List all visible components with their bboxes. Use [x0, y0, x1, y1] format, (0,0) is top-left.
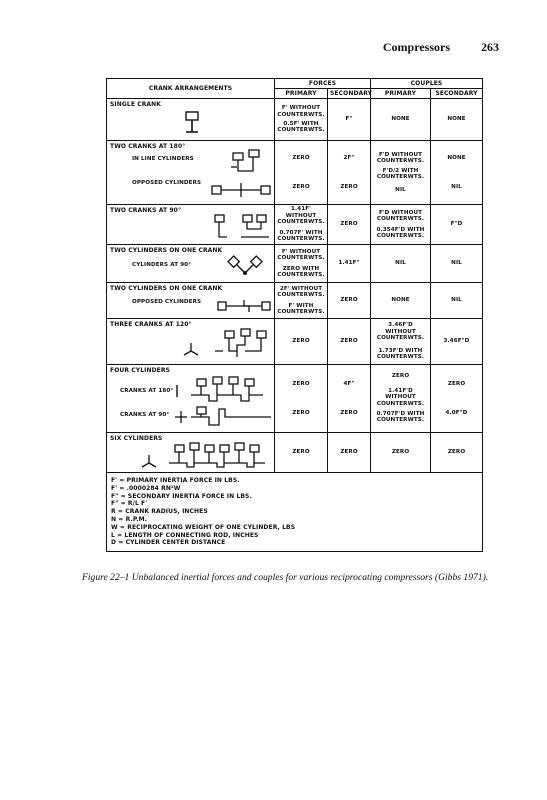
inertia-table — [106, 78, 483, 552]
forces-primary-cell — [275, 141, 328, 205]
figure-caption: Figure 22–1 Unbalanced inertial forces and couples for various reciprocating compressors (Gibbs 1971). — [82, 572, 489, 583]
legend-line: F" = SECONDARY INERTIA FORCE IN LBS. — [111, 492, 252, 500]
cell-text: F'D WITHOUT COUNTERWTS. — [376, 209, 425, 223]
cell-text: 4F" — [343, 381, 355, 388]
couples-secondary-cell — [431, 365, 483, 433]
cell-text: NIL — [451, 297, 462, 304]
cell-text: 3.46F'D WITHOUT COUNTERWTS. — [376, 322, 425, 342]
arrangement-cell — [107, 365, 275, 433]
cell-text: 2F' WITHOUT COUNTERWTS. — [277, 285, 325, 299]
cell-text: ZERO — [447, 381, 466, 388]
cell-text: F' WITHOUT COUNTERWTS. — [277, 105, 325, 118]
legend-line: F' = PRIMARY INERTIA FORCE IN LBS. — [111, 477, 240, 484]
arrangement-cell — [107, 319, 275, 365]
forces-primary-cell — [275, 283, 328, 319]
cell-text: ZERO — [391, 449, 410, 456]
legend-line: W = RECIPROCATING WEIGHT OF ONE CYLINDER, LBS — [111, 523, 296, 531]
row-line: CRANKS AT 90° — [120, 412, 170, 418]
arrangement-cell — [107, 283, 275, 319]
row-line: OPPOSED CYLINDERS — [132, 299, 202, 305]
forces-primary-cell — [275, 205, 328, 245]
table-row — [107, 205, 483, 245]
couples-primary-cell — [371, 319, 431, 365]
forces-primary-cell — [275, 433, 328, 473]
cell-text: F"D — [450, 221, 463, 228]
table-row — [107, 99, 483, 141]
cell-text: ZERO — [340, 183, 358, 190]
couples-secondary-header: SECONDARY — [431, 89, 483, 99]
cell-text: ZERO WITH COUNTERWTS. — [277, 265, 325, 278]
table-row — [107, 245, 483, 283]
cell-text: NIL — [395, 186, 406, 193]
couples-primary-cell — [371, 205, 431, 245]
four-crank-90-diagram — [173, 405, 273, 429]
couples-primary-cell — [371, 245, 431, 283]
cell-text: NIL — [451, 260, 462, 267]
cell-text: 3.46F"D — [443, 338, 470, 345]
couples-primary-cell — [371, 433, 431, 473]
cell-text: 4.0F"D — [445, 409, 468, 416]
cell-text: NONE — [447, 155, 466, 162]
couples-secondary-cell — [431, 245, 483, 283]
row-title: THREE CRANKS AT 120° — [110, 321, 192, 328]
cell-text: ZERO — [292, 338, 310, 345]
opposed-cylinder-diagram — [217, 297, 271, 315]
row-title: TWO CYLINDERS ON ONE CRANK — [110, 285, 223, 292]
six-cylinder-diagram — [135, 441, 269, 471]
forces-primary-cell — [275, 319, 328, 365]
legend-line: N = R.P.M. — [111, 515, 148, 523]
header-row-1 — [107, 79, 483, 89]
forces-primary-header: PRIMARY — [275, 89, 328, 99]
row-title: TWO CRANKS AT 180° — [110, 143, 186, 150]
couples-secondary-cell — [431, 433, 483, 473]
arrangement-cell — [107, 141, 275, 205]
row-title: FOUR CYLINDERS — [110, 367, 171, 374]
forces-secondary-cell — [328, 433, 371, 473]
cell-text: 0.707F' WITH COUNTERWTS. — [277, 229, 325, 243]
v-cylinder-diagram — [225, 251, 265, 281]
cell-text: 0.707F'D WITH COUNTERWTS. — [376, 410, 425, 424]
arrangement-cell — [107, 245, 275, 283]
forces-secondary-cell — [328, 245, 371, 283]
cell-text: NIL — [395, 260, 406, 267]
legend-line: L = LENGTH OF CONNECTING ROD, INCHES — [111, 531, 259, 539]
cell-text: NIL — [451, 183, 462, 190]
cell-text: NONE — [391, 297, 410, 304]
inline-crank-diagram — [231, 149, 265, 175]
forces-secondary-header: SECONDARY — [328, 89, 371, 99]
cell-text: F' WITH COUNTERWTS. — [277, 302, 325, 315]
cell-text: ZERO — [340, 297, 358, 304]
couples-primary-cell — [371, 141, 431, 205]
cell-text: NONE — [391, 116, 410, 123]
forces-secondary-cell — [328, 283, 371, 319]
couples-header: COUPLES — [371, 79, 483, 89]
couples-primary-cell — [371, 365, 431, 433]
couples-primary-cell — [371, 283, 431, 319]
forces-secondary-cell — [328, 365, 371, 433]
couples-secondary-cell — [431, 205, 483, 245]
arrangement-cell — [107, 205, 275, 245]
cell-text: 1.41F" — [338, 260, 360, 267]
table-row — [107, 365, 483, 433]
forces-primary-cell — [275, 245, 328, 283]
cell-text: ZERO — [447, 449, 466, 456]
section-title: Compressors — [382, 40, 450, 54]
couples-secondary-cell — [431, 141, 483, 205]
cell-text: ZERO — [340, 449, 358, 456]
cell-text: 1.73F'D WITH COUNTERWTS. — [376, 347, 425, 361]
running-head — [383, 40, 499, 55]
table-row — [107, 283, 483, 319]
three-crank-diagram — [179, 327, 273, 361]
cell-text: ZERO — [292, 155, 310, 162]
table-row — [107, 319, 483, 365]
forces-secondary-cell — [328, 99, 371, 141]
forces-secondary-cell — [328, 319, 371, 365]
row-title: TWO CRANKS AT 90° — [110, 207, 182, 214]
cell-text: ZERO — [292, 183, 310, 190]
legend-line: F" = R/L F' — [111, 500, 148, 508]
cell-text: 0.354F'D WITH COUNTERWTS. — [376, 226, 425, 239]
legend-line: D = CYLINDER CENTER DISTANCE — [111, 539, 226, 547]
forces-secondary-cell — [328, 205, 371, 245]
cell-text: ZERO — [292, 409, 310, 416]
row-line: CRANKS AT 180° — [120, 388, 174, 394]
forces-header: FORCES — [275, 79, 371, 89]
crank-diagram — [177, 111, 207, 137]
cell-text: F'D WITHOUT COUNTERWTS. — [376, 151, 425, 165]
legend-line: R = CRANK RADIUS, INCHES — [111, 508, 208, 516]
cell-text: ZERO — [292, 449, 310, 456]
cell-text: ZERO — [340, 221, 358, 228]
cell-text: F' WITHOUT COUNTERWTS. — [277, 248, 325, 262]
row-title: SINGLE CRANK — [110, 101, 162, 108]
cell-text: NONE — [447, 116, 466, 123]
forces-secondary-cell — [328, 141, 371, 205]
crank-90-diagram — [213, 213, 271, 243]
row-line: CYLINDERS AT 90° — [132, 262, 192, 268]
opposed-crank-diagram — [211, 181, 271, 199]
four-crank-180-diagram — [173, 375, 273, 403]
row-title: TWO CYLINDERS ON ONE CRANK — [110, 247, 223, 254]
couples-primary-header: PRIMARY — [371, 89, 431, 99]
legend-line: F' = .0000284 RN²W — [111, 484, 181, 492]
couples-primary-cell — [371, 99, 431, 141]
cell-text: 2F" — [343, 155, 355, 162]
cell-text: ZERO — [391, 373, 410, 380]
cell-text: F" — [345, 116, 353, 123]
crank-arrangements-header: CRANK ARRANGEMENTS — [107, 79, 275, 99]
couples-secondary-cell — [431, 283, 483, 319]
row-line: OPPOSED CYLINDERS — [132, 180, 202, 186]
couples-secondary-cell — [431, 99, 483, 141]
arrangement-cell — [107, 433, 275, 473]
forces-primary-cell — [275, 99, 328, 141]
arrangement-cell — [107, 99, 275, 141]
row-title: SIX CYLINDERS — [110, 435, 163, 442]
cell-text: ZERO — [340, 338, 358, 345]
couples-secondary-cell — [431, 319, 483, 365]
cell-text: ZERO — [292, 381, 310, 388]
table-row — [107, 141, 483, 205]
legend-row — [107, 473, 483, 552]
cell-text: 0.5F' WITH COUNTERWTS. — [277, 121, 325, 134]
legend-cell — [107, 473, 483, 552]
table-row — [107, 433, 483, 473]
cell-text: F'D/2 WITH COUNTERWTS. — [376, 167, 425, 181]
forces-primary-cell — [275, 365, 328, 433]
page-number: 263 — [481, 40, 499, 54]
cell-text: 1.41F'D WITHOUT COUNTERWTS. — [376, 387, 425, 407]
cell-text: ZERO — [340, 409, 358, 416]
row-line: IN LINE CYLINDERS — [132, 156, 194, 162]
cell-text: 1.41F' WITHOUT COUNTERWTS. — [277, 206, 325, 226]
